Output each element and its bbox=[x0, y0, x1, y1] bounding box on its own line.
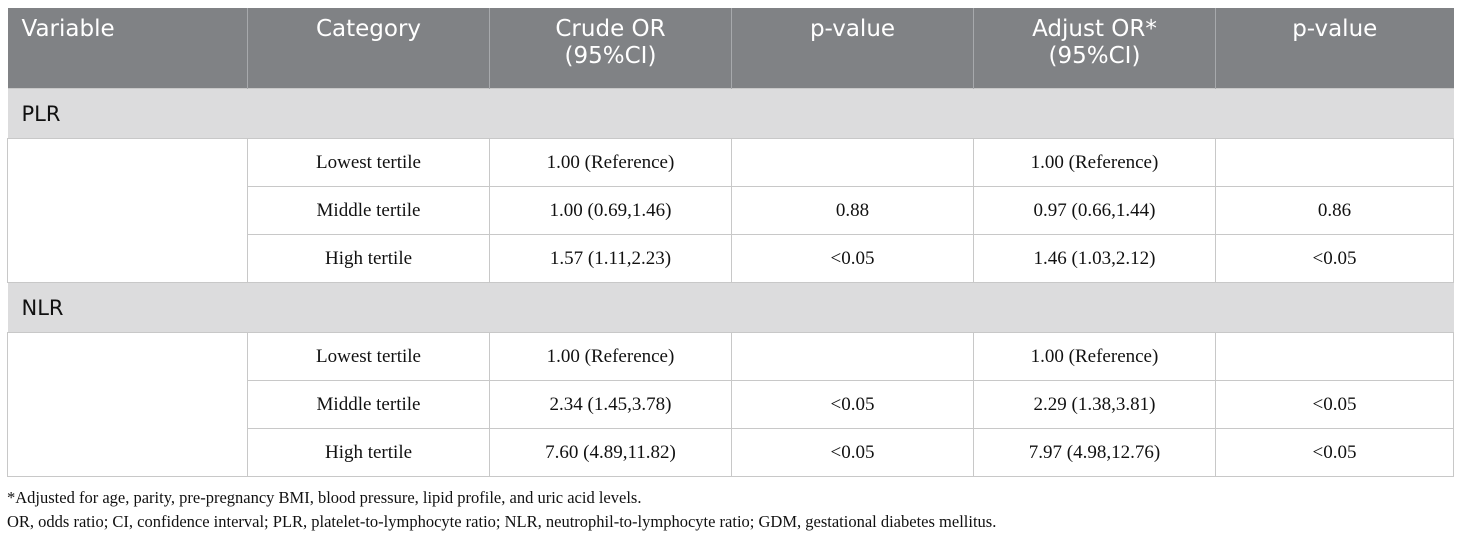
category-cell: Middle tertile bbox=[248, 187, 490, 235]
p-value-adjusted-cell: <0.05 bbox=[1216, 235, 1454, 283]
adjust-or-cell: 1.00 (Reference) bbox=[974, 333, 1216, 381]
odds-ratio-table bbox=[7, 8, 1454, 477]
header-crude-or-line1: Crude OR bbox=[555, 16, 666, 42]
category-cell: Middle tertile bbox=[248, 381, 490, 429]
crude-or-cell: 1.00 (0.69,1.46) bbox=[490, 187, 732, 235]
category-cell: High tertile bbox=[248, 429, 490, 477]
table-row bbox=[8, 235, 1454, 283]
variable-cell bbox=[8, 429, 248, 477]
group-row-nlr bbox=[8, 283, 1454, 333]
header-crude-or bbox=[490, 8, 732, 89]
p-value-crude-cell bbox=[732, 333, 974, 381]
adjust-or-cell: 0.97 (0.66,1.44) bbox=[974, 187, 1216, 235]
p-value-crude-cell: 0.88 bbox=[732, 187, 974, 235]
crude-or-cell: 1.00 (Reference) bbox=[490, 139, 732, 187]
group-label: PLR bbox=[8, 89, 1454, 139]
header-adjust-or-line1: Adjust OR* bbox=[1032, 16, 1157, 42]
adjust-or-cell: 1.00 (Reference) bbox=[974, 139, 1216, 187]
p-value-adjusted-cell: <0.05 bbox=[1216, 429, 1454, 477]
variable-cell bbox=[8, 381, 248, 429]
p-value-adjusted-cell: 0.86 bbox=[1216, 187, 1454, 235]
adjust-or-cell: 7.97 (4.98,12.76) bbox=[974, 429, 1216, 477]
crude-or-cell: 2.34 (1.45,3.78) bbox=[490, 381, 732, 429]
crude-or-cell: 1.00 (Reference) bbox=[490, 333, 732, 381]
group-row-plr bbox=[8, 89, 1454, 139]
group-label: NLR bbox=[8, 283, 1454, 333]
crude-or-cell: 7.60 (4.89,11.82) bbox=[490, 429, 732, 477]
category-cell: Lowest tertile bbox=[248, 139, 490, 187]
p-value-crude-cell: <0.05 bbox=[732, 381, 974, 429]
p-value-crude-cell: <0.05 bbox=[732, 429, 974, 477]
p-value-adjusted-cell: <0.05 bbox=[1216, 381, 1454, 429]
variable-cell bbox=[8, 139, 248, 187]
footnote-abbreviations: OR, odds ratio; CI, confidence interval; PLR, platelet-to-lymphocyte ratio; NLR, neutrophil-to-lymphocyte ratio; GDM, gestational diabetes mellitus. bbox=[7, 512, 997, 531]
p-value-crude-cell bbox=[732, 139, 974, 187]
table-row bbox=[8, 139, 1454, 187]
category-cell: High tertile bbox=[248, 235, 490, 283]
footnote-adjusted: *Adjusted for age, parity, pre-pregnancy BMI, blood pressure, lipid profile, and uric acid levels. bbox=[7, 488, 642, 507]
crude-or-cell: 1.57 (1.11,2.23) bbox=[490, 235, 732, 283]
p-value-adjusted-cell bbox=[1216, 333, 1454, 381]
table-header-row bbox=[8, 8, 1454, 89]
p-value-crude-cell: <0.05 bbox=[732, 235, 974, 283]
variable-cell bbox=[8, 333, 248, 381]
variable-cell bbox=[8, 187, 248, 235]
table-row bbox=[8, 429, 1454, 477]
table-row bbox=[8, 381, 1454, 429]
header-p-value-adjusted: p-value bbox=[1216, 8, 1454, 89]
header-crude-or-line2: (95%CI) bbox=[564, 43, 657, 69]
variable-cell bbox=[8, 235, 248, 283]
header-adjust-or bbox=[974, 8, 1216, 89]
category-cell: Lowest tertile bbox=[248, 333, 490, 381]
header-variable: Variable bbox=[8, 8, 248, 89]
header-p-value-crude: p-value bbox=[732, 8, 974, 89]
table-row bbox=[8, 187, 1454, 235]
header-adjust-or-line2: (95%CI) bbox=[1048, 43, 1141, 69]
adjust-or-cell: 1.46 (1.03,2.12) bbox=[974, 235, 1216, 283]
odds-ratio-table-container bbox=[7, 8, 1453, 477]
header-category: Category bbox=[248, 8, 490, 89]
table-footnotes bbox=[7, 486, 996, 534]
p-value-adjusted-cell bbox=[1216, 139, 1454, 187]
adjust-or-cell: 2.29 (1.38,3.81) bbox=[974, 381, 1216, 429]
table-row bbox=[8, 333, 1454, 381]
